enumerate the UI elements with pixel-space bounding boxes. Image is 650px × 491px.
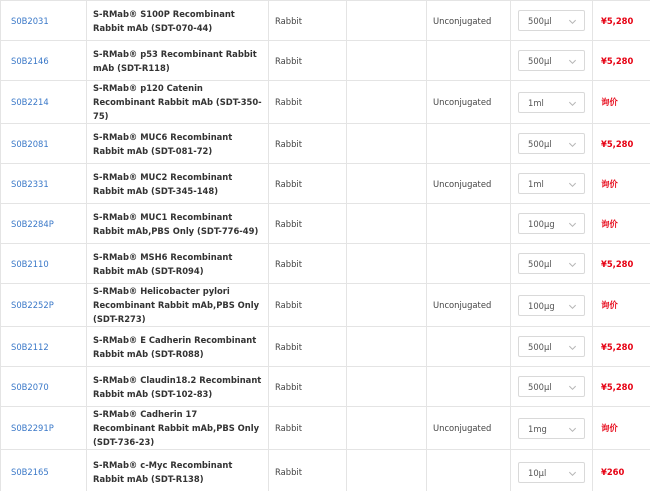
product-code-cell [1,204,87,244]
chevron-down-icon [568,425,577,434]
product-price: ¥5,280 [593,244,650,284]
size-select-value: 100μg [528,300,555,311]
product-code-cell [1,81,87,124]
size-select-cell [511,164,593,204]
size-select-value: 500μl [528,16,552,26]
product-name: S-RMab® MUC1 Recombinant Rabbit mAb,PBS Only (SDT-776-49) [87,204,269,244]
size-select-value: 500μl [528,382,552,392]
product-code-link[interactable]: S0B2112 [11,341,49,352]
product-conjugation [427,367,511,407]
product-code-cell [1,1,87,41]
table-row [1,204,650,244]
product-price: 询价 [593,284,650,327]
product-code-cell [1,124,87,164]
chevron-down-icon [568,57,577,66]
product-price: 询价 [593,204,650,244]
empty-cell [347,284,427,327]
table-row [1,164,650,204]
product-code-cell [1,327,87,367]
size-select[interactable] [518,418,585,439]
product-host: Rabbit [269,244,347,284]
product-price: ¥260 [593,450,650,491]
chevron-down-icon [568,469,577,478]
product-price: ¥5,280 [593,327,650,367]
size-select-value: 500μl [528,139,552,149]
chevron-down-icon [568,260,577,269]
empty-cell [347,1,427,41]
chevron-down-icon [568,140,577,149]
table-row [1,407,650,450]
product-price: ¥5,280 [593,1,650,41]
size-select[interactable] [518,10,585,31]
product-conjugation [427,327,511,367]
size-select-cell [511,327,593,367]
product-conjugation [427,450,511,491]
product-name: S-RMab® MUC2 Recombinant Rabbit mAb (SDT-345-148) [87,164,269,204]
product-name: S-RMab® p53 Recombinant Rabbit mAb (SDT-R118) [87,41,269,81]
product-conjugation: Unconjugated [427,284,511,327]
size-select[interactable] [518,295,585,316]
product-code-cell [1,244,87,284]
product-price: 询价 [593,81,650,124]
product-code-cell [1,164,87,204]
table-row [1,327,650,367]
product-code-link[interactable]: S0B2331 [11,178,49,189]
product-code-link[interactable]: S0B2214 [11,97,49,107]
product-host: Rabbit [269,450,347,491]
product-name: S-RMab® S100P Recombinant Rabbit mAb (SDT-070-44) [87,1,269,41]
size-select-value: 500μl [528,56,552,66]
chevron-down-icon [568,343,577,352]
empty-cell [347,450,427,491]
product-host: Rabbit [269,284,347,327]
product-code-cell [1,367,87,407]
product-price: ¥5,280 [593,367,650,407]
empty-cell [347,407,427,450]
product-code-cell [1,284,87,327]
product-name: S-RMab® MSH6 Recombinant Rabbit mAb (SDT-R094) [87,244,269,284]
size-select-cell [511,81,593,124]
product-code-link[interactable]: S0B2110 [11,258,49,269]
product-conjugation [427,204,511,244]
product-code-link[interactable]: S0B2146 [11,55,49,66]
product-price: 询价 [593,407,650,450]
size-select-value: 100μg [528,219,555,229]
product-host: Rabbit [269,204,347,244]
empty-cell [347,367,427,407]
product-code-cell [1,407,87,450]
table-row [1,41,650,81]
product-name: S-RMab® MUC6 Recombinant Rabbit mAb (SDT-081-72) [87,124,269,164]
product-name: S-RMab® Cadherin 17 Recombinant Rabbit mAb,PBS Only (SDT-736-23) [87,407,269,450]
size-select-cell [511,244,593,284]
product-name: S-RMab® Claudin18.2 Recombinant Rabbit mAb (SDT-102-83) [87,367,269,407]
size-select-cell [511,204,593,244]
empty-cell [347,204,427,244]
product-rows [1,1,650,491]
size-select-value: 1mg [528,423,547,434]
empty-cell [347,327,427,367]
size-select-cell [511,284,593,327]
product-price: ¥5,280 [593,124,650,164]
product-name: S-RMab® p120 Catenin Recombinant Rabbit mAb (SDT-350-75) [87,81,269,124]
size-select-value: 10μl [528,467,547,478]
product-host: Rabbit [269,124,347,164]
product-code-link[interactable]: S0B2031 [11,15,49,26]
size-select-cell [511,41,593,81]
size-select-cell [511,407,593,450]
table-row [1,367,650,407]
table-row [1,81,650,124]
size-select[interactable] [518,92,585,113]
product-host: Rabbit [269,41,347,81]
empty-cell [347,244,427,284]
empty-cell [347,124,427,164]
product-name: S-RMab® E Cadherin Recombinant Rabbit mAb (SDT-R088) [87,327,269,367]
size-select[interactable] [518,50,585,71]
product-host: Rabbit [269,164,347,204]
size-select-value: 1ml [528,97,544,108]
product-code-link[interactable]: S0B2070 [11,381,49,392]
table-row [1,284,650,327]
product-host: Rabbit [269,1,347,41]
product-name: S-RMab® Helicobacter pylori Recombinant Rabbit mAb,PBS Only (SDT-R273) [87,284,269,327]
product-host: Rabbit [269,407,347,450]
product-host: Rabbit [269,327,347,367]
empty-cell [347,81,427,124]
table-row [1,450,650,491]
size-select-value: 500μl [528,259,552,269]
size-select-cell [511,1,593,41]
product-price: 询价 [593,164,650,204]
product-conjugation [427,124,511,164]
product-code-link[interactable]: S0B2165 [11,467,49,477]
product-code-link[interactable]: S0B2081 [11,138,49,149]
size-select[interactable] [518,336,585,357]
product-conjugation [427,41,511,81]
empty-cell [347,41,427,81]
chevron-down-icon [568,17,577,26]
product-code-link[interactable]: S0B2284P [11,218,54,229]
size-select-value: 500μl [528,342,552,352]
size-select[interactable] [518,376,585,397]
size-select[interactable] [518,213,585,234]
table-row [1,244,650,284]
table-row [1,1,650,41]
chevron-down-icon [568,180,577,189]
empty-cell [347,164,427,204]
table-row [1,124,650,164]
product-code-cell [1,450,87,491]
chevron-down-icon [568,383,577,392]
product-code-link[interactable]: S0B2291P [11,423,54,433]
product-host: Rabbit [269,81,347,124]
product-code-cell [1,41,87,81]
size-select[interactable] [518,133,585,154]
size-select[interactable] [518,462,585,483]
product-conjugation [427,244,511,284]
product-price: ¥5,280 [593,41,650,81]
chevron-down-icon [568,220,577,229]
size-select-cell [511,450,593,491]
product-conjugation: Unconjugated [427,1,511,41]
chevron-down-icon [568,99,577,108]
product-code-link[interactable]: S0B2252P [11,300,54,310]
product-host: Rabbit [269,367,347,407]
product-conjugation: Unconjugated [427,81,511,124]
size-select-value: 1ml [528,179,544,189]
size-select-cell [511,124,593,164]
product-name: S-RMab® c-Myc Recombinant Rabbit mAb (SDT-R138) [87,450,269,491]
product-conjugation: Unconjugated [427,407,511,450]
chevron-down-icon [568,302,577,311]
size-select[interactable] [518,173,585,194]
product-conjugation: Unconjugated [427,164,511,204]
size-select[interactable] [518,253,585,274]
size-select-cell [511,367,593,407]
